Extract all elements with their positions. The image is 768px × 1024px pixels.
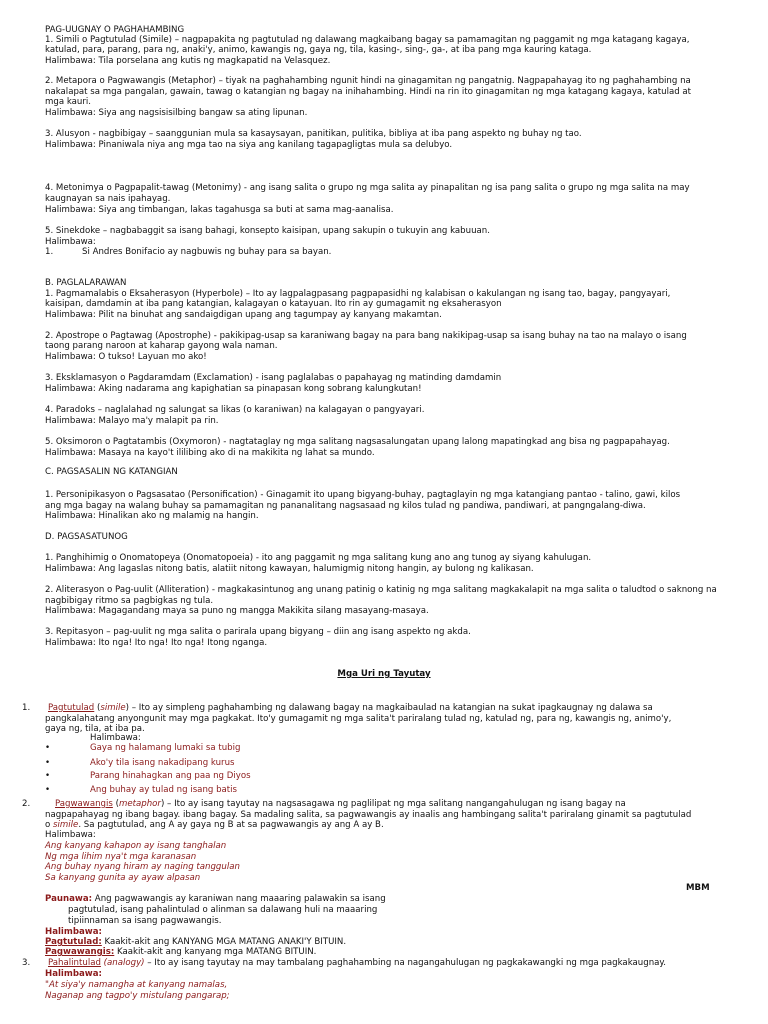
paragraph-line xyxy=(45,894,386,905)
text: . Sa pagtutulad, ang A ay gaya ng B at sa pagwawangis ay ang A ay B. xyxy=(78,820,384,830)
paragraph-line xyxy=(48,703,653,714)
paragraph-line: ang mga bagay na walang buhay sa pamamagitan ng pananalitang nagsasaad ng kilos tulad ng pandiwa, pandiwari, at pangngalang-diwa. xyxy=(45,501,646,511)
paragraph-line: 2. Apostrope o Pagtawag (Apostrophe) - pakikipag-usap sa karaniwang bagay na para bang nakikipag-usap sa isang buhay na tao na malayo o isang xyxy=(45,331,687,341)
bullet-icon: • xyxy=(45,771,51,781)
example-line xyxy=(45,937,346,948)
paragraph-line: nagbibigay ritmo sa pagbigkas ng tula. xyxy=(45,596,214,606)
example-line xyxy=(45,947,316,958)
example-line: Halimbawa: Pilit na binuhat ang sandaigdigan upang ang tagumpay ay kanyang makamtan. xyxy=(45,310,442,320)
example-line: Halimbawa: Magagandang maya sa puno ng mangga Makikita silang masayang-masaya. xyxy=(45,606,429,616)
list-number: 2. xyxy=(22,799,31,809)
paragraph-line: 1. Panghihimig o Onomatopeya (Onomatopoeia) - ito ang paggamit ng mga salitang kung ano ang tunog ay siyang kahulugan. xyxy=(45,553,592,563)
text: o xyxy=(45,820,53,830)
section-heading: B. PAGLALARAWAN xyxy=(45,278,127,288)
poem-line: Ang kanyang kahapon ay isang tanghalan xyxy=(45,841,227,851)
paragraph-line: pagtutulad, isang pahalintulad o alinman sa dalawang huli na maaaring xyxy=(68,905,378,915)
paragraph-line: 3. Eksklamasyon o Pagdaramdam (Exclamation) - isang paglalabas o papahayag ng matinding damdamin xyxy=(45,373,502,383)
example-line: Halimbawa: Pinaniwala niya ang mga tao na siya ang kanilang tagapagligtas mula sa delubyo. xyxy=(45,140,453,150)
term: Pagwawangis xyxy=(55,799,113,809)
section-heading: D. PAGSASATUNOG xyxy=(45,532,128,542)
paragraph-line: nakalapat sa mga pangalan, gawain, tawag o katangian ng bagay na inihahambing. Hindi na rin ito ginagamitan ng mga katagang kagaya, katulad at xyxy=(45,87,692,97)
paragraph-line: 5. Sinekdoke – nagbabaggit sa isang bahagi, konsepto kaisipan, upang sakupin o tukuyin ang kabuuan. xyxy=(45,226,490,236)
paragraph-line: 5. Oksimoron o Pagtatambis (Oxymoron) - nagtataglay ng mga salitang nagsasalungatan upang lalong mapatingkad ang bisa ng pagpapahayag. xyxy=(45,437,670,447)
example-line: Halimbawa: Malayo ma'y malapit pa rin. xyxy=(45,416,219,426)
example-line: Halimbawa: Aking nadarama ang kapighatian sa pinapasan kong sobrang kalungkutan! xyxy=(45,384,422,394)
example-line: Halimbawa: Masaya na kayo't ililibing ako di na makikita ng lahat sa mundo. xyxy=(45,448,375,458)
example-label: Halimbawa: xyxy=(45,927,102,937)
term-english: simile xyxy=(100,703,126,713)
term-definition: ) – Ito ay simpleng paghahambing ng dalawang bagay na magkaibaulad na katangian na sukat ipagkaugnay ng dalawa sa xyxy=(125,703,653,713)
example-term: Pagwawangis: xyxy=(45,947,115,957)
list-number: 3. xyxy=(22,958,31,968)
paragraph-line xyxy=(45,820,384,831)
paragraph-line: tipiinnaman sa isang pagwawangis. xyxy=(68,916,222,926)
example-text: Kaakit-akit ang kanyang mga MATANG BITUIN. xyxy=(114,947,317,957)
section-heading: PAG-UUGNAY O PAGHAHAMBING xyxy=(45,25,185,35)
paragraph-line: kaisipan, damdamin at iba pang katangian, kalagayan o katayuan. Ito rin ay gumagamit ng eksaherasyon xyxy=(45,299,502,309)
example-term: Pagtutulad: xyxy=(45,937,102,947)
paragraph-line: 1. Simili o Pagtutulad (Simile) – nagpapakita ng pagtutulad ng dalawang magkaibang bagay sa pamamagitan ng paggamit ng mga katagang kagaya, xyxy=(45,35,690,45)
term-open-paren: ( xyxy=(94,703,101,713)
example-label: Halimbawa: xyxy=(45,830,96,840)
example-label: Halimbawa: xyxy=(45,969,102,979)
example-text: Kaakit-akit ang KANYANG MGA MATANG ANAKI'Y BITUIN. xyxy=(101,937,347,947)
paragraph-line: nagpapahayag ng ibang bagay. ibang bagay. Sa madaling salita, sa pagwawangis ay inaalis ang hambingang salita't pariralang ginamit sa pagtutulad xyxy=(45,810,692,820)
bullet-icon: • xyxy=(45,785,51,795)
poem-line: "At siya'y namangha at kanyang namalas, xyxy=(45,980,228,990)
note-text: Ang pagwawangis ay karaniwan nang maaaring palawakin sa isang xyxy=(92,894,386,904)
paragraph-line: 3. Repitasyon – pag-uulit ng mga salita o parirala upang bigyang – diin ang isang aspekto ng akda. xyxy=(45,627,471,637)
paragraph-line xyxy=(48,958,666,969)
term: Pahalintulad xyxy=(48,958,101,968)
term-definition: – Ito ay isang tayutay na may tambalang paghahambing na nagangahulugan ng pagkakawangki ng mga pagkakaugnay. xyxy=(144,958,667,968)
term: Pagtutulad xyxy=(48,703,95,713)
term-english: (analogy) xyxy=(103,958,145,968)
paragraph-line: 3. Alusyon - nagbibigay – saanggunian mula sa kasaysayan, panitikan, pulitika, bibliya at iba pang aspekto ng buhay ng tao. xyxy=(45,129,582,139)
bullet-icon: • xyxy=(45,758,51,768)
section-title: Mga Uri ng Tayutay xyxy=(337,669,431,679)
author-initials: MBM xyxy=(686,883,710,893)
bullet-icon: • xyxy=(45,743,51,753)
term-open-paren: ( xyxy=(112,799,119,809)
poem-line: Sa kanyang gunita ay ayaw alpasan xyxy=(45,873,201,883)
paragraph-line: kaugnayan sa nais ipahayag. xyxy=(45,194,171,204)
paragraph-line: 4. Metonimya o Pagpapalit-tawag (Metonimy) - ang isang salita o grupo ng mga salita ay pinapalitan ng isa pang salita o grupo ng mga salita na may xyxy=(45,183,690,193)
list-item: Parang hinahagkan ang paa ng Diyos xyxy=(90,771,251,781)
example-line: Halimbawa: Hinalikan ako ng malamig na hangin. xyxy=(45,511,259,521)
example-line: Halimbawa: Tila porselana ang kutis ng magkapatid na Velasquez. xyxy=(45,56,331,66)
section-heading: C. PAGSASALIN NG KATANGIAN xyxy=(45,467,178,477)
paragraph-line: gaya ng, tila, at iba pa. xyxy=(45,724,145,734)
poem-line: Ang buhay nyang hiram ay naging tanggulan xyxy=(45,862,240,872)
example-line: Halimbawa: Ang lagaslas nitong batis, alatiit nitong kawayan, halumigmig nitong hangin, ay bulong ng kalikasan. xyxy=(45,564,534,574)
paragraph-line: 2. Metapora o Pagwawangis (Metaphor) – tiyak na paghahambing ngunit hindi na ginagamitan ng pangatnig. Nagpapahayag ito ng paghahambing na xyxy=(45,76,691,86)
example-line: Halimbawa: O tukso! Layuan mo ako! xyxy=(45,352,207,362)
poem-line: Naganap ang tagpo'y mistulang pangarap; xyxy=(45,991,230,1001)
poem-line: Ng mga lihim nya't mga karanasan xyxy=(45,852,197,862)
paragraph-line: mga kauri. xyxy=(45,97,92,107)
term-definition: ) – Ito ay isang tayutay na nagsasagawa ng paglilipat ng mga salitang nangangahulugan ng isang bagay na xyxy=(160,799,626,809)
note-label: Paunawa: xyxy=(45,894,93,904)
list-number: 1. xyxy=(22,703,31,713)
list-item: Ako'y tila isang nakadipang kurus xyxy=(90,758,235,768)
paragraph-line: katulad, para, parang, para ng, anaki'y, animo, kawangis ng, gaya ng, tila, kasing-, sing-, ga-, at iba pang mga kauring kataga. xyxy=(45,45,592,55)
term-english: metaphor xyxy=(118,799,161,809)
list-item: Gaya ng halamang lumaki sa tubig xyxy=(90,743,241,753)
term-english: simile xyxy=(53,820,79,830)
paragraph-line: 2. Aliterasyon o Pag-uulit (Alliteration) - magkakasintunog ang unang patinig o katinig ng mga salitang magkakalapit na mga salita o taludtod o saknong na xyxy=(45,585,717,595)
example-label: Halimbawa: xyxy=(90,733,141,743)
example-line: Halimbawa: Siya ang timbangan, lakas tagahusga sa buti at sama mag-aanalisa. xyxy=(45,205,394,215)
list-item: Si Andres Bonifacio ay nagbuwis ng buhay para sa bayan. xyxy=(82,247,332,257)
example-line: Halimbawa: Siya ang nagsisisilbing bangaw sa ating lipunan. xyxy=(45,108,308,118)
paragraph-line: taong parang naroon at kaharap gayong wala naman. xyxy=(45,341,278,351)
paragraph-line xyxy=(55,799,626,810)
list-number: 1. xyxy=(45,247,54,257)
example-line: Halimbawa: Ito nga! Ito nga! Ito nga! Itong nganga. xyxy=(45,638,268,648)
paragraph-line: 1. Personipikasyon o Pagsasatao (Personification) - Ginagamit ito upang bigyang-buhay, pagtaglayin ng mga katangiang pantao - talino, gawi, kilos xyxy=(45,490,681,500)
paragraph-line: 1. Pagmamalabis o Eksaherasyon (Hyperbole) – Ito ay lagpalagpasang pagpapasidhi ng kalabisan o kakulangan ng isang tao, bagay, pangyayari, xyxy=(45,289,671,299)
paragraph-line: 4. Paradoks – naglalahad ng salungat sa likas (o karaniwan) na kalagayan o pangyayari. xyxy=(45,405,425,415)
list-item: Ang buhay ay tulad ng isang batis xyxy=(90,785,238,795)
example-label: Halimbawa: xyxy=(45,237,96,247)
paragraph-line: pangkalahatang anyongunit may mga pagkakat. Ito'y gumagamit ng mga salita't pariralang tulad ng, katulad ng, para ng, kawangis ng, animo'y, xyxy=(45,714,672,724)
